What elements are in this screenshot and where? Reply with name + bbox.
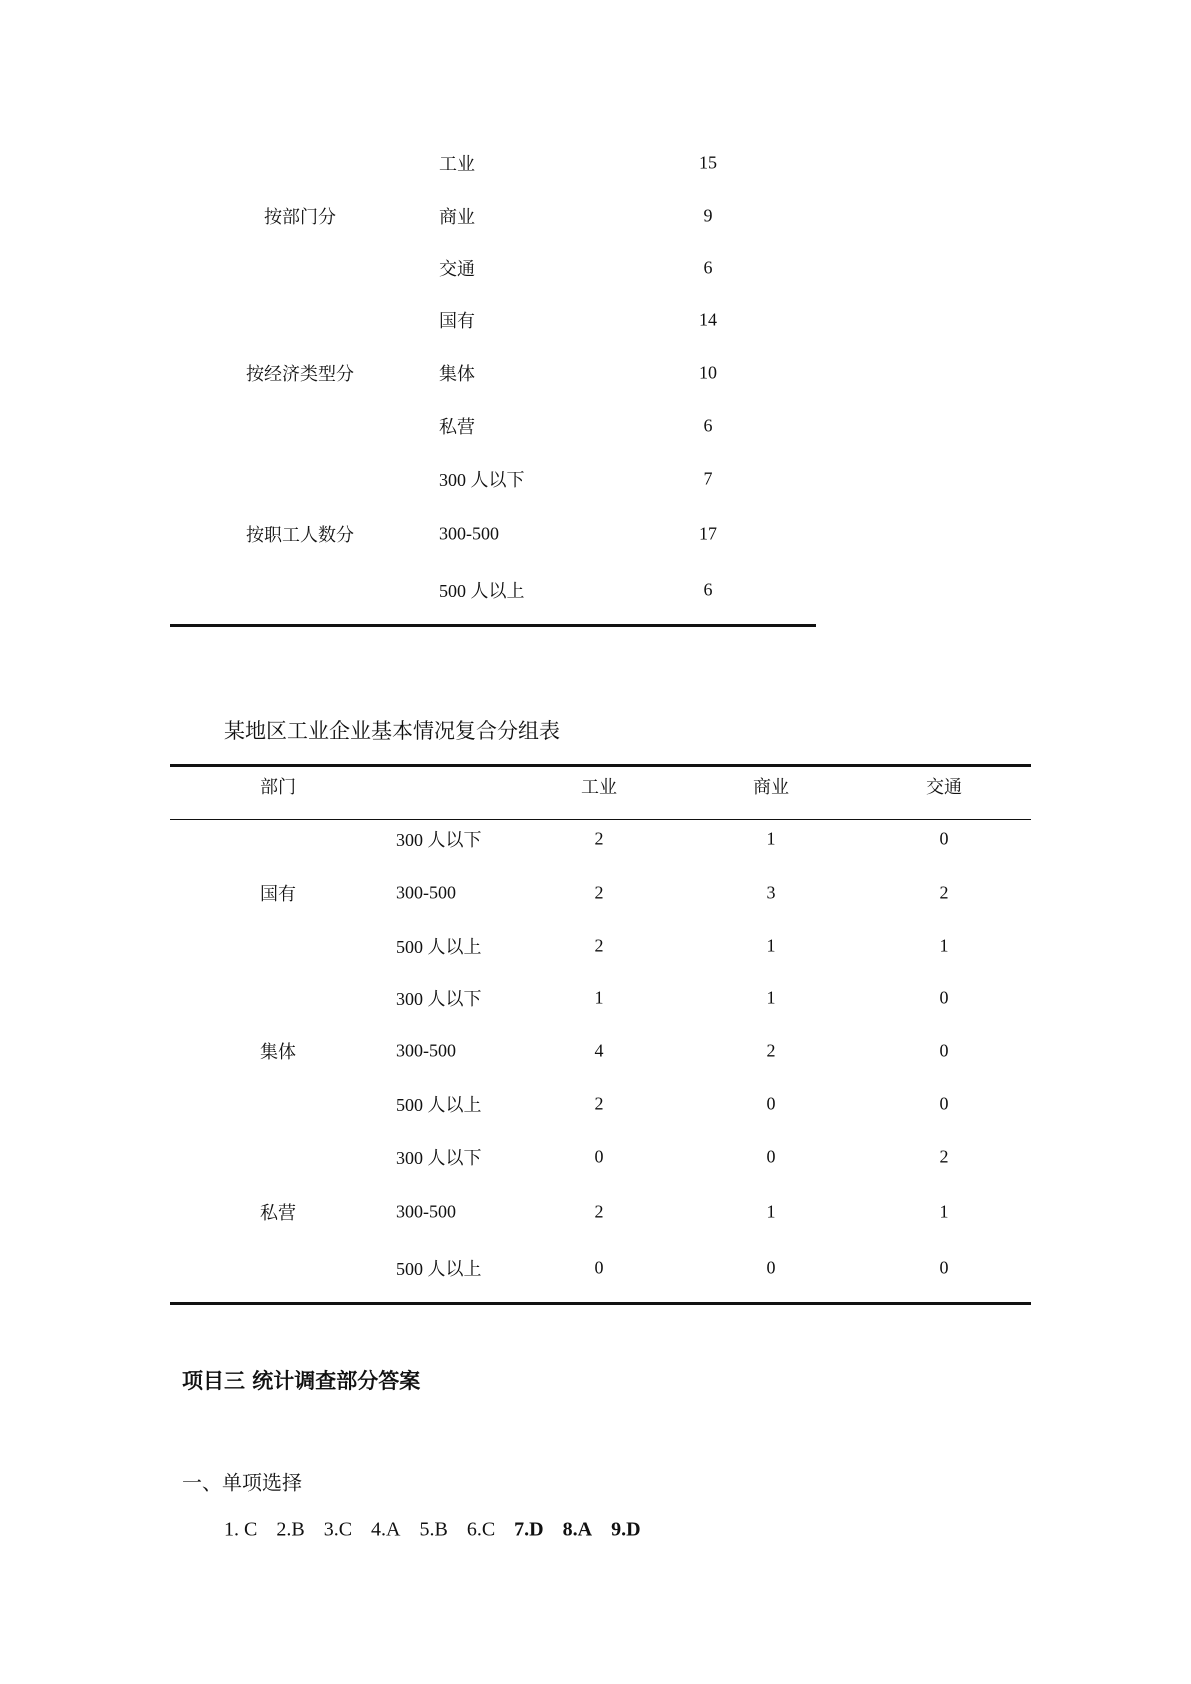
size-cell: 500 人以上 bbox=[396, 937, 482, 957]
count-cell: 6 bbox=[703, 415, 713, 436]
answer-item: 7.D bbox=[514, 1518, 544, 1541]
category-cell: 工业 bbox=[439, 154, 475, 174]
answer-item: 2.B bbox=[276, 1518, 305, 1541]
count-cell: 6 bbox=[703, 579, 713, 600]
count-cell: 9 bbox=[703, 205, 713, 226]
value-cell: 2 bbox=[939, 1146, 949, 1167]
count-cell: 14 bbox=[699, 309, 717, 330]
size-cell: 300-500 bbox=[396, 1040, 456, 1061]
value-cell: 4 bbox=[594, 1040, 604, 1061]
value-cell: 0 bbox=[939, 1040, 949, 1061]
size-cell: 300 人以下 bbox=[396, 989, 482, 1009]
group-label: 按职工人数分 bbox=[246, 525, 354, 545]
category-cell: 私营 bbox=[439, 417, 475, 437]
count-cell: 6 bbox=[703, 257, 713, 278]
value-cell: 1 bbox=[766, 1201, 776, 1222]
answer-item: 1. C bbox=[224, 1518, 258, 1541]
value-cell: 1 bbox=[766, 987, 776, 1008]
value-cell: 0 bbox=[594, 1146, 604, 1167]
value-cell: 1 bbox=[939, 935, 949, 956]
size-cell: 500 人以上 bbox=[396, 1095, 482, 1115]
value-cell: 2 bbox=[594, 935, 604, 956]
header-commerce: 商业 bbox=[753, 777, 789, 797]
value-cell: 0 bbox=[939, 1093, 949, 1114]
size-cell: 300 人以下 bbox=[396, 1148, 482, 1168]
size-cell: 300-500 bbox=[396, 1201, 456, 1222]
table-bottom-rule bbox=[170, 624, 816, 627]
group-label: 集体 bbox=[260, 1042, 296, 1062]
subsection-title: 一、单项选择 bbox=[182, 1472, 302, 1495]
category-cell: 500 人以上 bbox=[439, 581, 525, 601]
answer-item: 8.A bbox=[562, 1518, 593, 1541]
size-cell: 300-500 bbox=[396, 882, 456, 903]
value-cell: 2 bbox=[594, 828, 604, 849]
answer-item: 4.A bbox=[371, 1518, 401, 1541]
count-cell: 10 bbox=[699, 362, 717, 383]
header-transport: 交通 bbox=[926, 777, 962, 797]
value-cell: 2 bbox=[594, 882, 604, 903]
category-cell: 商业 bbox=[439, 207, 475, 227]
section-title: 项目三 统计调查部分答案 bbox=[182, 1369, 421, 1393]
answer-item: 5.B bbox=[419, 1518, 448, 1541]
answer-list bbox=[224, 1519, 655, 1542]
count-cell: 15 bbox=[699, 152, 717, 173]
group-label: 按部门分 bbox=[264, 207, 336, 227]
value-cell: 2 bbox=[594, 1093, 604, 1114]
table-top-rule bbox=[170, 764, 1031, 767]
answer-item: 9.D bbox=[611, 1518, 641, 1541]
value-cell: 0 bbox=[939, 828, 949, 849]
size-cell: 300 人以下 bbox=[396, 830, 482, 850]
category-cell: 交通 bbox=[439, 259, 475, 279]
count-cell: 7 bbox=[703, 468, 713, 489]
value-cell: 1 bbox=[766, 935, 776, 956]
group-label: 国有 bbox=[260, 884, 296, 904]
group-label: 私营 bbox=[260, 1203, 296, 1223]
value-cell: 1 bbox=[594, 987, 604, 1008]
size-cell: 500 人以上 bbox=[396, 1259, 482, 1279]
value-cell: 2 bbox=[766, 1040, 776, 1061]
answer-item: 6.C bbox=[466, 1518, 496, 1541]
category-cell: 国有 bbox=[439, 311, 475, 331]
value-cell: 2 bbox=[939, 882, 949, 903]
count-cell: 17 bbox=[699, 523, 717, 544]
answer-item: 3.C bbox=[323, 1518, 353, 1541]
value-cell: 1 bbox=[939, 1201, 949, 1222]
value-cell: 1 bbox=[766, 828, 776, 849]
value-cell: 0 bbox=[766, 1257, 776, 1278]
value-cell: 0 bbox=[766, 1146, 776, 1167]
table-bottom-rule bbox=[170, 1302, 1031, 1305]
table-caption: 某地区工业企业基本情况复合分组表 bbox=[224, 719, 560, 743]
header-rule bbox=[170, 819, 1031, 820]
category-cell: 集体 bbox=[439, 364, 475, 384]
value-cell: 0 bbox=[594, 1257, 604, 1278]
value-cell: 3 bbox=[766, 882, 776, 903]
header-department: 部门 bbox=[260, 777, 296, 797]
value-cell: 0 bbox=[939, 987, 949, 1008]
value-cell: 0 bbox=[766, 1093, 776, 1114]
category-cell: 300 人以下 bbox=[439, 470, 525, 490]
header-industry: 工业 bbox=[581, 777, 617, 797]
category-cell: 300-500 bbox=[439, 523, 499, 544]
value-cell: 2 bbox=[594, 1201, 604, 1222]
value-cell: 0 bbox=[939, 1257, 949, 1278]
group-label: 按经济类型分 bbox=[246, 364, 354, 384]
